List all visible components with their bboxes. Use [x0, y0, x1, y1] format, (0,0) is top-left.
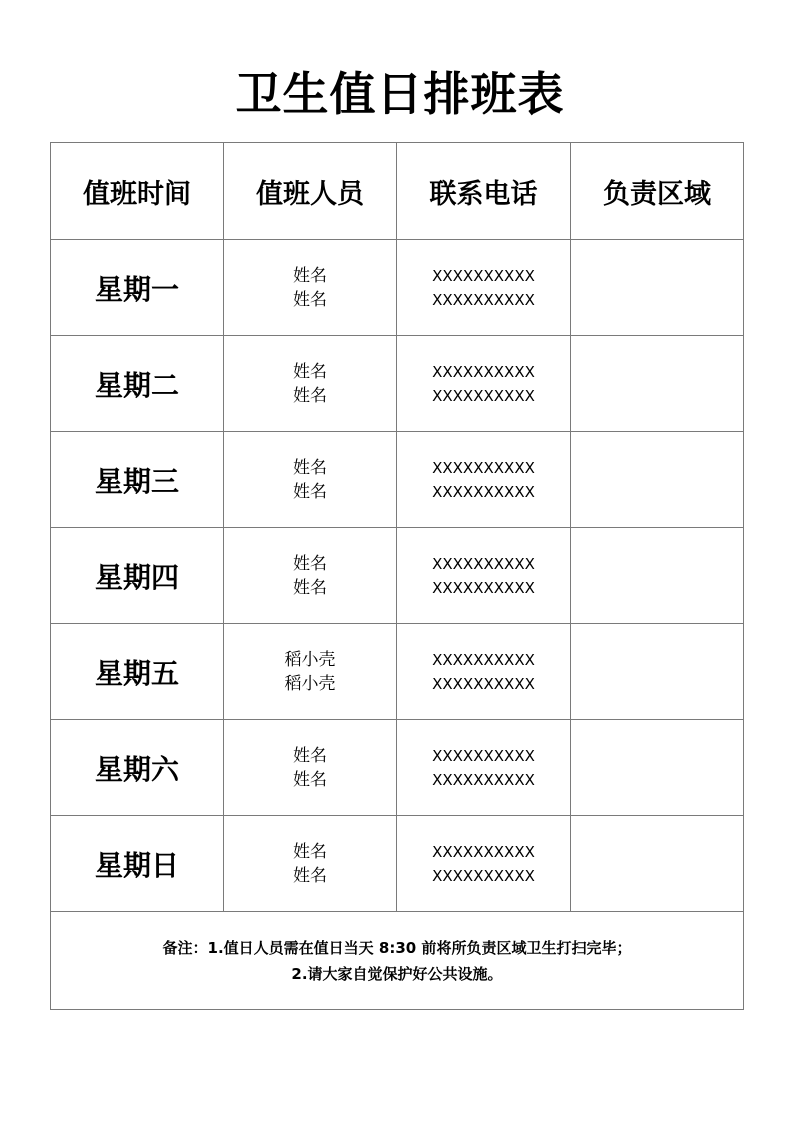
phone-number: XXXXXXXXXX: [432, 266, 535, 285]
person-name: 姓名: [293, 769, 327, 790]
day-cell: 星期日: [51, 816, 224, 912]
person-name: 姓名: [293, 865, 327, 886]
day-cell: 星期一: [51, 240, 224, 336]
people-cell: [224, 624, 397, 720]
phone-number: XXXXXXXXXX: [432, 386, 535, 405]
phone-number: XXXXXXXXXX: [432, 746, 535, 765]
phone-number: XXXXXXXXXX: [432, 866, 535, 885]
area-cell: [571, 336, 744, 432]
area-cell: [571, 720, 744, 816]
phone-number: XXXXXXXXXX: [432, 290, 535, 309]
person-name: 稻小壳: [284, 673, 336, 694]
people-cell: [224, 816, 397, 912]
page-title: 卫生值日排班表: [235, 67, 565, 121]
phone-number: XXXXXXXXXX: [432, 362, 535, 381]
phone-cell: [397, 432, 571, 528]
phone-number: XXXXXXXXXX: [432, 482, 535, 501]
day-cell: 星期四: [51, 528, 224, 624]
area-cell: [571, 624, 744, 720]
person-name: 姓名: [293, 841, 327, 862]
people-cell: [224, 336, 397, 432]
table-row: [51, 720, 744, 816]
table-row: [51, 432, 744, 528]
header-responsible-area: 负责区域: [571, 143, 744, 240]
area-cell: [571, 816, 744, 912]
header-duty-people: 值班人员: [224, 143, 397, 240]
people-cell: [224, 528, 397, 624]
phone-number: XXXXXXXXXX: [432, 578, 535, 597]
phone-cell: [397, 336, 571, 432]
phone-number: XXXXXXXXXX: [432, 842, 535, 861]
header-contact-phone: 联系电话: [397, 143, 571, 240]
phone-number: XXXXXXXXXX: [432, 458, 535, 477]
day-cell: 星期五: [51, 624, 224, 720]
phone-cell: [397, 816, 571, 912]
person-name: 姓名: [293, 361, 327, 382]
person-name: 姓名: [293, 745, 327, 766]
duty-schedule-table: [50, 142, 744, 1010]
phone-number: XXXXXXXXXX: [432, 770, 535, 789]
note-line: 备注：1.值日人员需在值日当天 8:30 前将所负责区域卫生打扫完毕；: [162, 938, 632, 957]
person-name: 姓名: [293, 385, 327, 406]
table-row: [51, 816, 744, 912]
table-header-row: [51, 143, 744, 240]
person-name: 姓名: [293, 289, 327, 310]
person-name: 姓名: [293, 577, 327, 598]
header-duty-time: 值班时间: [51, 143, 224, 240]
table-row: [51, 240, 744, 336]
day-cell: 星期二: [51, 336, 224, 432]
day-cell: 星期三: [51, 432, 224, 528]
phone-cell: [397, 624, 571, 720]
table-row: [51, 336, 744, 432]
person-name: 姓名: [293, 553, 327, 574]
area-cell: [571, 432, 744, 528]
person-name: 姓名: [293, 457, 327, 478]
area-cell: [571, 240, 744, 336]
table-row: [51, 624, 744, 720]
area-cell: [571, 528, 744, 624]
note-cell: [51, 912, 744, 1010]
phone-number: XXXXXXXXXX: [432, 674, 535, 693]
phone-cell: [397, 720, 571, 816]
person-name: 姓名: [293, 265, 327, 286]
phone-cell: [397, 528, 571, 624]
people-cell: [224, 720, 397, 816]
note-row: [51, 912, 744, 1010]
note-line: 2.请大家自觉保护好公共设施。: [291, 964, 503, 983]
phone-number: XXXXXXXXXX: [432, 650, 535, 669]
people-cell: [224, 432, 397, 528]
day-cell: 星期六: [51, 720, 224, 816]
people-cell: [224, 240, 397, 336]
person-name: 姓名: [293, 481, 327, 502]
phone-cell: [397, 240, 571, 336]
person-name: 稻小壳: [284, 649, 336, 670]
table-row: [51, 528, 744, 624]
phone-number: XXXXXXXXXX: [432, 554, 535, 573]
